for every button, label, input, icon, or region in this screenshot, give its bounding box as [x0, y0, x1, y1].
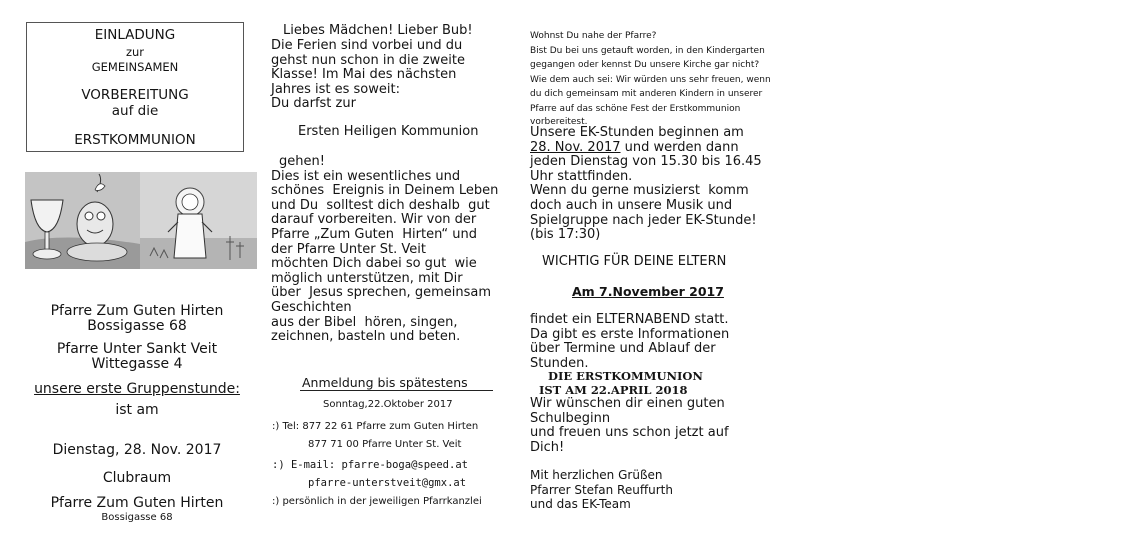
body-text [271, 155, 498, 345]
room-name: Clubraum [102, 470, 172, 486]
parents-date: Am 7.November 2017 [572, 284, 724, 299]
parish1-name: Pfarre Zum Guten Hirten [50, 303, 224, 319]
small-line: Wie dem auch sei: Wir würden uns sehr freuen, wenn [530, 74, 771, 85]
signoff-line: Pfarrer Stefan Reuffurth [530, 482, 673, 497]
ek-start-date: 28. Nov. 2017 [530, 139, 621, 155]
title-erstkommunion: ERSTKOMMUNION [74, 132, 196, 148]
signoff-line: Mit herzlichen Grüßen [530, 468, 663, 482]
small-line: Wohnst Du nahe der Pfarre? [530, 31, 657, 41]
intro-small-text [530, 29, 771, 127]
email-line-2: pfarre-unterstveit@gmx.at [308, 477, 467, 489]
registration-deadline: Sonntag,22.Oktober 2017 [323, 399, 453, 410]
phone-line-2: 877 71 00 Pfarre Unter St. Veit [308, 439, 462, 450]
intro-line: Klasse! Im Mai des nächsten [271, 67, 457, 83]
first-session-label: unsere erste Gruppenstunde: [34, 381, 240, 397]
parents-line: Da gibt es erste Informationen [530, 326, 730, 342]
phone-line-1: :) Tel: 877 22 61 Pfarre zum Guten Hirten [272, 421, 479, 432]
communion-line-1: DIE ERSTKOMMUNION [548, 369, 703, 383]
closing-text [530, 397, 729, 455]
ek-date-line [530, 141, 762, 156]
parents-line: Stunden. [530, 355, 589, 371]
closing-line: Schulbeginn [530, 410, 611, 426]
body-line: zeichnen, basteln und beten. [271, 329, 461, 345]
in-person-line: :) persönlich in der jeweiligen Pfarrkanzlei [272, 496, 482, 507]
title-box [26, 22, 244, 152]
ek-line: jeden Dienstag von 15.30 bis 16.45 [530, 154, 762, 170]
body-line: möglich unterstützen, mit Dir [271, 270, 463, 286]
ek-line: Spielgruppe nach jeder EK-Stunde! [530, 212, 757, 228]
event-name: Ersten Heiligen Kommunion [298, 124, 479, 139]
small-line: Pfarre auf das schöne Fest der Erstkommunion [530, 103, 741, 114]
parents-text [530, 313, 729, 371]
ek-text [530, 126, 762, 243]
title-vorbereitung: VORBEREITUNG [81, 87, 189, 103]
signoff-line: und das EK-Team [530, 497, 631, 512]
body-line: schönes Ereignis in Deinem Leben [271, 183, 499, 199]
body-line: möchten Dich dabei so gut wie [271, 256, 477, 272]
small-line: vorbereitest. [530, 116, 588, 127]
jesus-illustration [140, 172, 257, 269]
chalice-illustration [25, 172, 140, 269]
parish2-name: Pfarre Unter Sankt Veit [56, 341, 218, 357]
closing-line: und freuen uns schon jetzt auf [530, 425, 729, 441]
title-gemeinsamen: GEMEINSAMEN [91, 60, 179, 74]
body-line: Geschichten [271, 299, 352, 315]
intro-line: Die Ferien sind vorbei und du [271, 38, 463, 53]
parish2-address: Wittegasse 4 [91, 356, 183, 372]
body-line: über Jesus sprechen, gemeinsam [271, 285, 491, 301]
ek-line: (bis 17:30) [530, 227, 601, 243]
registration-underline [300, 390, 493, 391]
ek-line: Uhr stattfinden. [530, 168, 633, 184]
communion-line-2: IST AM 22.APRIL 2018 [539, 383, 688, 397]
body-line: darauf vorbereiten. Wir von der [271, 212, 477, 228]
small-line: Bist Du bei uns getauft worden, in den Kindergarten [530, 45, 765, 56]
email-line-1: :) E-mail: pfarre-boga@speed.at [272, 459, 468, 471]
venue-name: Pfarre Zum Guten Hirten [50, 495, 224, 511]
ek-line: Wenn du gerne musizierst komm [530, 183, 749, 199]
intro-line: gehst nun schon in die zweite [271, 52, 465, 68]
parish1-address: Bossigasse 68 [87, 318, 187, 334]
parents-line: findet ein ELTERNABEND statt. [530, 312, 729, 327]
registration-title: Anmeldung bis spätestens [302, 375, 468, 390]
closing-line: Dich! [530, 439, 565, 455]
title-einladung: EINLADUNG [94, 27, 176, 43]
body-line: der Pfarre Unter St. Veit [271, 241, 426, 257]
ek-after-date: und werden dann [620, 139, 739, 155]
venue-address: Bossigasse 68 [101, 512, 173, 523]
body-line: aus der Bibel hören, singen, [271, 314, 458, 330]
first-session-date: Dienstag, 28. Nov. 2017 [52, 442, 222, 458]
parents-line: über Termine und Ablauf der [530, 341, 716, 357]
ek-intro: Unsere EK-Stunden beginnen am [530, 125, 744, 140]
body-line: und Du solltest dich deshalb gut [271, 197, 490, 213]
intro-line: Jahres ist es soweit: [271, 81, 400, 97]
small-line: du dich gemeinsam mit anderen Kindern in unserer [530, 89, 763, 100]
body-line: gehen! [279, 154, 325, 169]
small-line: gegangen oder kennst Du unsere Kirche gar nicht? [530, 60, 760, 71]
greeting: Liebes Mädchen! Lieber Bub! [283, 23, 473, 38]
parents-heading: WICHTIG FÜR DEINE ELTERN [542, 254, 727, 269]
intro-line: Du darfst zur [271, 96, 356, 112]
body-line: Pfarre „Zum Guten Hirten“ und [271, 226, 477, 242]
is-on-text: ist am [115, 402, 159, 418]
body-line: Dies ist ein wesentliches und [271, 168, 461, 184]
ek-line: doch auch in unsere Musik und [530, 197, 733, 213]
signoff-text [530, 468, 673, 512]
title-auf-die: auf die [111, 103, 159, 119]
intro-text [271, 39, 465, 112]
closing-line: Wir wünschen dir einen guten [530, 396, 725, 411]
title-zur: zur [125, 45, 145, 59]
